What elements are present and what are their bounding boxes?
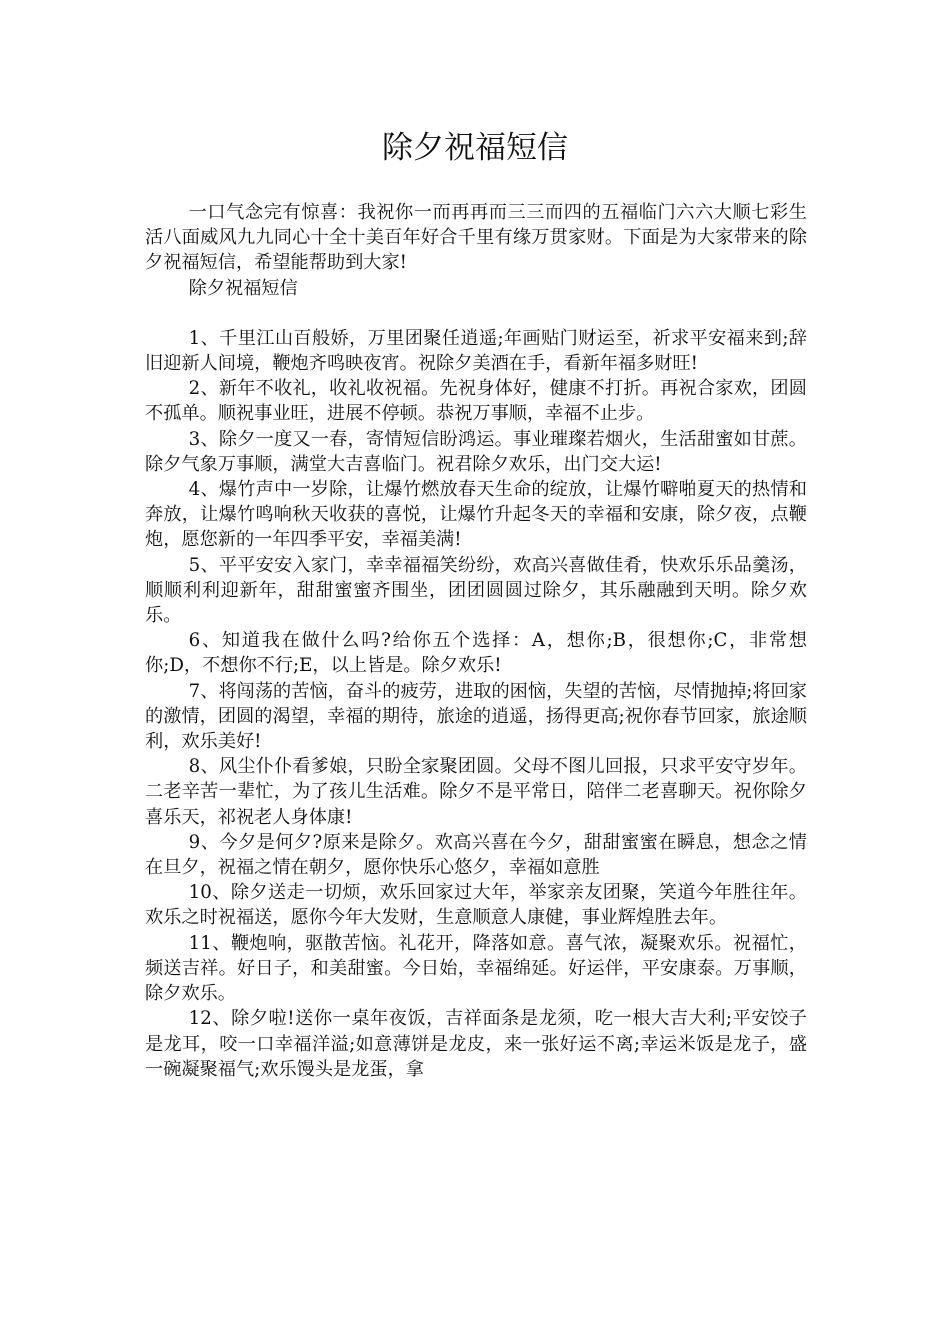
blank-line <box>145 301 807 326</box>
greeting-item-7: 7、将闯荡的苦恼，奋斗的疲劳，进取的困恼，失望的苦恼，尽情抛掉;将回家的激情，团圆的渴望，幸福的期待，旅途的逍遥，扬得更高;祝你春节回家，旅途顺利，欢乐美好! <box>145 680 807 753</box>
greeting-item-2: 2、新年不收礼，收礼收祝福。先祝身体好，健康不打折。再祝合家欢，团圆不孤单。顺祝事业旺，进展不停顿。恭祝万事顺，幸福不止步。 <box>145 378 807 425</box>
greeting-item-12: 12、除夕啦!送你一桌年夜饭，吉祥面条是龙须，吃一根大吉大利;平安饺子是龙耳，咬一口幸福洋溢;如意薄饼是龙皮，来一张好运不离;幸运米饭是龙子，盛一碗凝聚福气;欢乐馒头是龙蛋，拿 <box>145 1008 807 1080</box>
greeting-item-6: 6、知道我在做什么吗?给你五个选择：A，想你;B，很想你;C，非常想你;D，不想你不行;E，以上皆是。除夕欢乐! <box>145 630 807 677</box>
document-title: 除夕祝福短信 <box>382 130 568 166</box>
greeting-item-5: 5、平平安安入家门，幸幸福福笑纷纷，欢高兴喜做佳肴，快欢乐乐品羹汤，顺顺利利迎新年，甜甜蜜蜜齐围坐，团团圆圆过除夕，其乐融融到天明。除夕欢乐。 <box>145 554 807 627</box>
intro-paragraph: 一口气念完有惊喜：我祝你一而再再而三三而四的五福临门六六大顺七彩生活八面威风九九同心十全十美百年好合千里有缘万贯家财。下面是为大家带来的除夕祝福短信，希望能帮助到大家! <box>145 202 807 274</box>
greeting-item-9: 9、今夕是何夕?原来是除夕。欢高兴喜在今夕，甜甜蜜蜜在瞬息，想念之情在旦夕，祝福之情在朝夕，愿你快乐心悠夕，幸福如意胜 <box>145 831 807 879</box>
greeting-item-8: 8、风尘仆仆看爹娘，只盼全家聚团圆。父母不图儿回报，只求平安守岁年。二老辛苦一辈忙，为了孩儿生活难。除夕不是平常日，陪伴二老喜聊天。祝你除夕喜乐天，祁祝老人身体康! <box>145 756 807 828</box>
greeting-item-4: 4、爆竹声中一岁除，让爆竹燃放春天生命的绽放，让爆竹噼啪夏天的热情和奔放，让爆竹鸣响秋天收获的喜悦，让爆竹升起冬天的幸福和安康，除夕夜，点鞭炮，愿您新的一年四季平安，幸福美满! <box>145 479 807 551</box>
greeting-item-11: 11、鞭炮响，驱散苦恼。礼花开，降落如意。喜气浓，凝聚欢乐。祝福忙，频送吉祥。好日子，和美甜蜜。今日始，幸福绵延。好运伴，平安康泰。万事顺，除夕欢乐。 <box>145 932 807 1005</box>
document-body <box>145 200 807 1082</box>
greeting-item-3: 3、除夕一度又一春，寄情短信盼鸿运。事业璀璨若烟火，生活甜蜜如甘蔗。除夕气象万事顺，满堂大吉喜临门。祝君除夕欢乐，出门交大运! <box>145 428 807 475</box>
greeting-item-10: 10、除夕送走一切烦，欢乐回家过大年，举家亲友团聚，笑道今年胜往年。欢乐之时祝福送，愿你今年大发财，生意顺意人康健，事业辉煌胜去年。 <box>145 882 807 929</box>
section-subheading: 除夕祝福短信 <box>188 277 298 299</box>
greeting-item-1: 1、千里江山百般娇，万里团聚任逍遥;年画贴门财运至，祈求平安福来到;辞旧迎新人间境，鞭炮齐鸣映夜宵。祝除夕美酒在手，看新年福多财旺! <box>145 327 807 375</box>
